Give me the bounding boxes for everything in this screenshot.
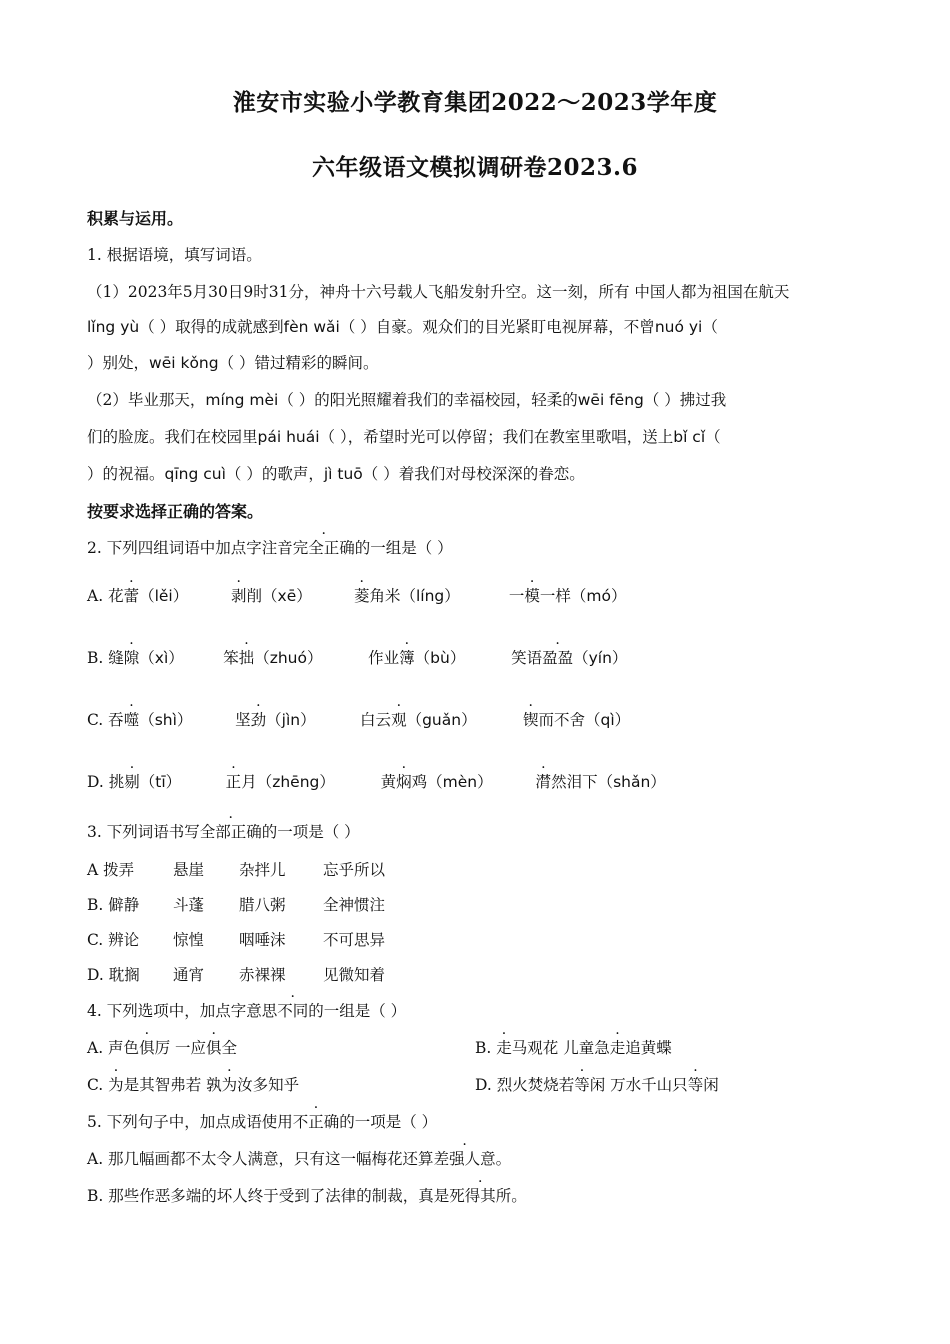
pinyin: （jìn） [266,711,316,729]
dotted-char: 剔 [124,773,140,791]
dotted-idiom: 死得其所 [449,1187,512,1205]
text-run: 马观花 儿童急 [511,1039,610,1057]
option-word: 不可思异 [323,931,386,949]
text-run: 的一项是（ ） [339,1113,438,1131]
answer-blank: （ ）的歌声， [225,465,324,483]
option-word: 见微知着 [323,966,386,984]
text-run: B. [475,1039,497,1057]
text-run: 削 [246,587,263,605]
pinyin: （yín） [573,649,628,667]
text-run: 追黄蝶 [625,1039,672,1057]
pinyin-prompt: bǐ cǐ [673,428,706,446]
text-run: 。 [495,1150,512,1168]
dotted-char: 观 [391,711,407,729]
q4-option-a [87,1039,237,1057]
dotted-char: 俱 [139,1039,155,1057]
section-heading-accumulation: 积累与运用。 [87,209,184,228]
q1-stem: 1. 根据语境，填写词语。 [87,246,262,264]
text-run: 的一组是（ ） [354,539,453,557]
text-run: 闲 [703,1076,719,1094]
dotted-char: 走 [496,1039,512,1057]
pinyin: （bù） [414,649,466,667]
q4-option-d [475,1073,719,1095]
word-item [226,770,376,792]
dotted-char: 俱 [206,1039,222,1057]
dotted-emphasis: 不同 [277,1002,309,1020]
q1-p1-line1: （1）2023年5月30日9时31分，神舟十六号载人飞船发射升空。这一刻，所有 中国人都为祖国在航天 [87,283,790,301]
text-run: 。 [511,1187,527,1205]
dotted-char: 焖 [396,773,412,791]
dotted-idiom: 差强人意 [433,1150,496,1168]
pinyin: （líng） [400,587,460,605]
q1-p1-line3 [87,351,867,373]
text-run: 然泪下 [551,773,598,791]
answer-blank: （ ）错过精彩的瞬间。 [218,354,379,372]
q4-row1 [87,1036,867,1058]
answer-blank: （ ）拂过我 [643,391,727,409]
text-run: ）的祝福。 [87,465,165,483]
text-run: 月 [241,773,257,791]
pinyin-prompt: wēi fēng [577,391,644,409]
dotted-char: 为 [108,1076,124,1094]
option-word: 惊惶 [173,931,205,949]
word-item [223,646,363,668]
q3-stem [87,820,867,842]
q1-p2-line1 [87,388,867,410]
dotted-char: 簿 [399,649,415,667]
text-run: B. 那些作恶多端的坏人终于受到了法律的制裁，真是 [87,1187,450,1205]
dotted-char: 隙 [123,649,140,667]
q2-option-d [87,770,867,792]
option-word: C. 辨论 [87,931,140,949]
option-word: 通宵 [173,966,205,984]
q4-row2 [87,1073,867,1095]
text-run: 黄 [380,773,397,791]
text-run: 缝 [108,649,124,667]
option-word: A 拨弄 [87,861,135,879]
pinyin-prompt: qīng cuì [164,465,226,483]
option-label: C. [87,711,109,729]
option-word: 悬崖 [173,861,205,879]
pinyin: （xē） [262,587,312,605]
text-run: 作业 [368,649,400,667]
option-label: B. [87,649,109,667]
pinyin: （mèn） [427,773,493,791]
q5-option-b [87,1184,867,1206]
text-run: 3. 下列词语书写 [87,823,200,841]
word-item [108,708,230,730]
option-word: D. 耽搁 [87,966,140,984]
answer-blank: （ ）的阳光照耀着我们的幸福校园，轻柔的 [278,391,578,409]
exam-title-line1: 淮安市实验小学教育集团2022～2023学年度 [232,89,718,116]
pinyin-prompt: míng mèi [205,391,279,409]
option-word: 咽唾沫 [239,931,286,949]
q3-option-a [87,858,867,880]
text-run: 们的脸庞。我们在校园里 [87,428,258,446]
dotted-char: 劲 [250,711,267,729]
answer-blank: （ ）取得的成就感到 [139,318,284,336]
answer-blank: （ [705,428,721,446]
dotted-char: 拙 [238,649,255,667]
q1-p1-line2 [87,315,867,337]
text-run: 笨 [223,649,239,667]
dotted-emphasis: 不正确 [292,1113,340,1131]
text-run: A. 那几幅画都不太令人满意，只有这一幅梅花还算 [87,1150,434,1168]
q5-stem [87,1110,867,1132]
q1-p2-line3 [87,462,867,484]
dotted-char: 正 [225,773,242,791]
option-label: D. [87,773,109,791]
word-item [108,646,218,668]
word-item [235,708,355,730]
text-run: D. 烈火焚烧若 [475,1076,575,1094]
text-run: 5. 下列句子中，加点成语使用 [87,1113,293,1131]
word-item [511,646,627,668]
text-run: 的一项是（ ） [261,823,360,841]
dotted-char: 为 [221,1076,238,1094]
option-word: 全神惯注 [323,896,386,914]
text-run: 角米 [369,587,401,605]
text-run: 汝多知乎 [237,1076,300,1094]
q4-option-b [475,1036,672,1058]
text-run: 而不舍 [538,711,586,729]
word-item [109,770,221,792]
text-run: 笑语 [511,649,543,667]
word-item [368,646,506,668]
pinyin: （mó） [570,587,627,605]
option-word: 赤裸裸 [239,966,286,984]
option-word: B. 僻静 [87,896,140,914]
word-item [108,584,226,606]
pinyin: （qì） [585,711,631,729]
dotted-char: 等 [687,1076,704,1094]
text-run: 2. 下列四组词语中加点字注音 [87,539,293,557]
dotted-char: 模 [524,587,540,605]
dotted-char: 噬 [123,711,140,729]
text-run: 鸡 [411,773,428,791]
word-item [536,770,666,792]
word-item [509,584,627,606]
pinyin: （xì） [139,649,184,667]
text-run: A. 声色 [87,1039,140,1057]
exam-title-line2: 六年级语文模拟调研卷2023.6 [311,154,639,181]
q4-option-c [87,1076,299,1094]
dotted-char: 菱 [353,587,370,605]
option-word: 斗蓬 [173,896,205,914]
pinyin: （lěi） [139,587,189,605]
section-heading-choice: 按要求选择正确的答案。 [87,502,264,521]
dotted-emphasis: 完全正确 [292,539,355,557]
dotted-emphasis: 全部正确 [199,823,262,841]
q3-option-b [87,893,867,915]
text-run: 的一组是（ ） [308,1002,407,1020]
text-run: 白云 [360,711,392,729]
text-run: 吞 [108,711,124,729]
dotted-char: 锲 [522,711,539,729]
pinyin-prompt: jì tuō [323,465,363,483]
text-run: （2）毕业那天， [87,391,206,409]
q5-option-a [87,1147,867,1169]
text-run: 厉 一应 [154,1039,207,1057]
q3-option-d [87,963,867,985]
q3-option-c [87,928,867,950]
pinyin-prompt: pái huái [257,428,320,446]
q2-option-a [87,584,867,606]
q2-stem [87,536,867,558]
option-word: 忘乎所以 [323,861,386,879]
text-run: 挑 [108,773,125,791]
q4-stem [87,999,867,1021]
word-item [381,770,531,792]
answer-blank: （ ）自豪。观众们的目光紧盯电视屏幕，不曾 [339,318,655,336]
answer-blank: （ [702,318,718,336]
text-run: 一 [508,587,525,605]
pinyin-prompt: fèn wǎi [283,318,340,336]
dotted-char: 蕾 [123,587,140,605]
q2-option-c [87,708,867,730]
pinyin: （shì） [139,711,193,729]
text-run: 全 [221,1039,238,1057]
word-item [360,708,518,730]
dotted-char: 剥 [231,587,247,605]
word-item [523,708,630,730]
text-run: C. [87,1076,109,1094]
dotted-char: 潸 [535,773,552,791]
option-word: 腊八粥 [239,896,286,914]
word-item [354,584,504,606]
answer-blank: （ ），希望时光可以停留；我们在教室里歌唱，送上 [319,428,674,446]
text-run: 是其智弗若 孰 [123,1076,222,1094]
text-run: ）别处， [87,354,150,372]
pinyin: （tī） [139,773,182,791]
pinyin-prompt: wēi kǒng [149,354,219,372]
text-run: 闲 万水千山只 [589,1076,688,1094]
answer-blank: （ ）着我们对母校深深的眷恋。 [362,465,585,483]
dotted-char: 等 [574,1076,590,1094]
text-run: 4. 下列选项中，加点字意思 [87,1002,278,1020]
option-label: A. [87,587,109,605]
q1-p2-line2 [87,425,867,447]
pinyin-prompt: nuó yi [654,318,703,336]
pinyin: （guǎn） [406,711,477,729]
pinyin: （zhēng） [256,773,335,791]
pinyin-prompt: lǐng yù [87,318,140,336]
text-run: 一样 [539,587,571,605]
text-run: 坚 [235,711,251,729]
word-item [231,584,349,606]
text-run: 花 [108,587,124,605]
dotted-char: 盈盈 [542,649,574,667]
option-word: 杂拌儿 [239,861,286,879]
pinyin: （shǎn） [597,773,666,791]
pinyin: （zhuó） [254,649,323,667]
q2-option-b [87,646,867,668]
dotted-char: 走 [609,1039,626,1057]
